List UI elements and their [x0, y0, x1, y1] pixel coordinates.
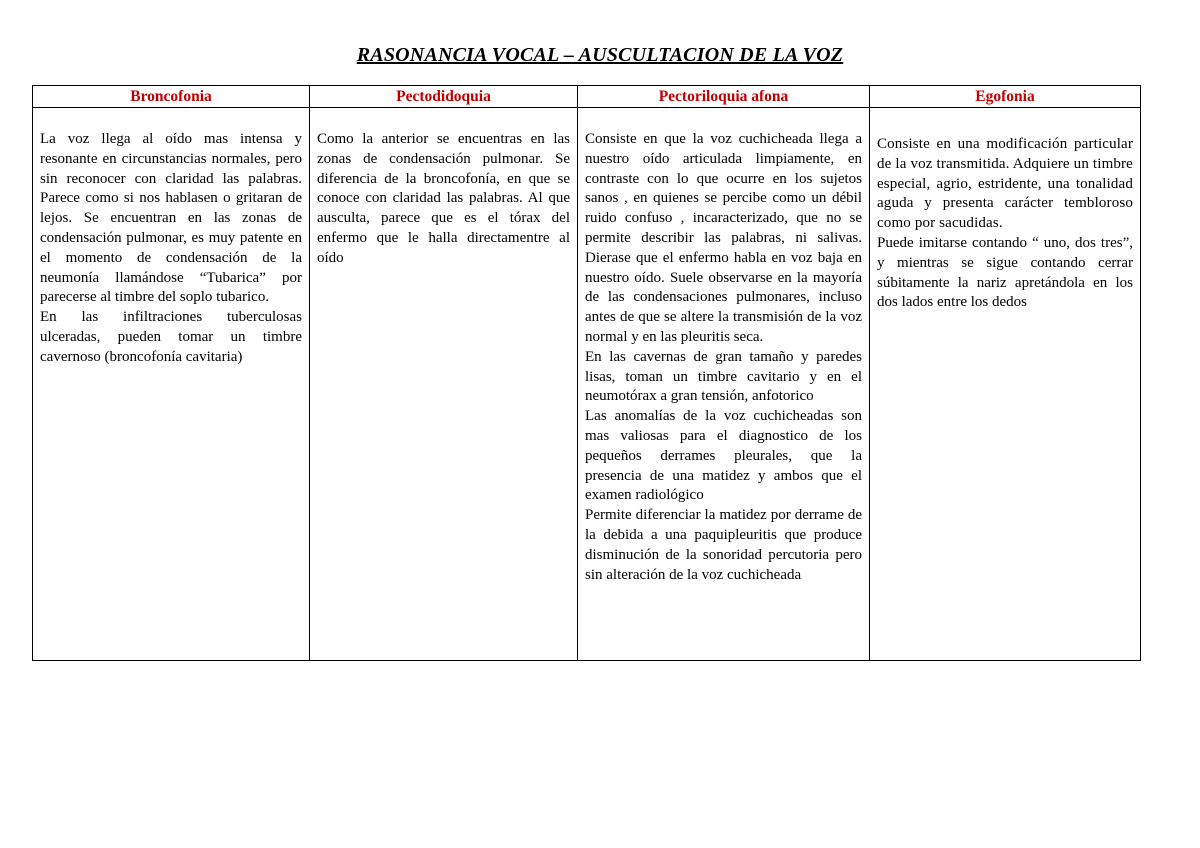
- cell-broncofonia: [33, 108, 310, 661]
- header-broncofonia: Broncofonia: [33, 86, 310, 108]
- broncofonia-paragraph: En las infiltraciones tuberculosas ulceradas, pueden tomar un timbre cavernoso (broncofonía cavitaria): [40, 309, 302, 365]
- header-egofonia: Egofonia: [870, 86, 1141, 108]
- egofonia-paragraph: Puede imitarse contando “ uno, dos tres”, y mientras se sigue contando cerrar súbitamente la nariz apretándola en los dos lados entre los dedos: [877, 234, 1133, 311]
- pectoriloquia-paragraph: En las cavernas de gran tamaño y paredes lisas, toman un timbre cavitario y en el neumotórax a gran tensión, anfotorico: [585, 348, 862, 405]
- header-pectodidoquia: Pectodidoquia: [310, 86, 578, 108]
- pectoriloquia-paragraph: Permite diferenciar la matidez por derrame de la debida a una paquipleuritis que produce disminución de la sonoridad percutoria pero sin alteración de la voz cuchicheada: [585, 507, 862, 583]
- pectoriloquia-paragraph: Consiste en que la voz cuchicheada llega a nuestro oído articulada limpiamente, en contraste con lo que ocurre en los sujetos sanos , en quienes se percibe como un débil ruido confuso , incaracterizado, que no se permite describir las palabras, ni salivas. Dierase que el enfermo habla en voz baja en nuestro oído. Suele observarse en la mayoría de las condensaciones pulmonares, incluso antes de que se altere la transmisión de la voz normal y en las pleuritis seca.: [585, 131, 862, 345]
- page-title: RASONANCIA VOCAL – AUSCULTACION DE LA VOZ: [356, 44, 844, 66]
- table-header-row: [33, 86, 1141, 108]
- pectodidoquia-paragraph: Como la anterior se encuentras en las zonas de condensación pulmonar. Se diferencia de la broncofonía, en que se conoce con claridad las palabras. Al que ausculta, parece que es el tórax del enfermo que le halla directamentre al oído: [317, 131, 570, 266]
- table-body-row: [33, 108, 1141, 661]
- header-pectoriloquia-afona: Pectoriloquia afona: [578, 86, 870, 108]
- auscultation-table: [32, 85, 1141, 661]
- pectoriloquia-paragraph: Las anomalías de la voz cuchicheadas son mas valiosas para el diagnostico de los pequeños derrames pleurales, que la presencia de una matidez y ambos que el examen radiológico: [585, 408, 862, 504]
- cell-pectodidoquia: [310, 108, 578, 661]
- cell-pectoriloquia-afona: [578, 108, 870, 661]
- broncofonia-paragraph: La voz llega al oído mas intensa y resonante en circunstancias normales, pero sin reconocer con claridad las palabras. Parece como si nos hablasen o gritaran de lejos. Se encuentran en las zonas de condensación pulmonar, es muy patente en el momento de condensación de la neumonía llamándose “Tubarica” por parecerse al timbre del soplo tubarico.: [40, 131, 302, 306]
- egofonia-paragraph: Consiste en una modificación particular de la voz transmitida. Adquiere un timbre especial, agrio, estridente, una tonalidad aguda y presenta carácter tembloroso como por sacudidas.: [877, 136, 1133, 232]
- cell-egofonia: [870, 108, 1141, 661]
